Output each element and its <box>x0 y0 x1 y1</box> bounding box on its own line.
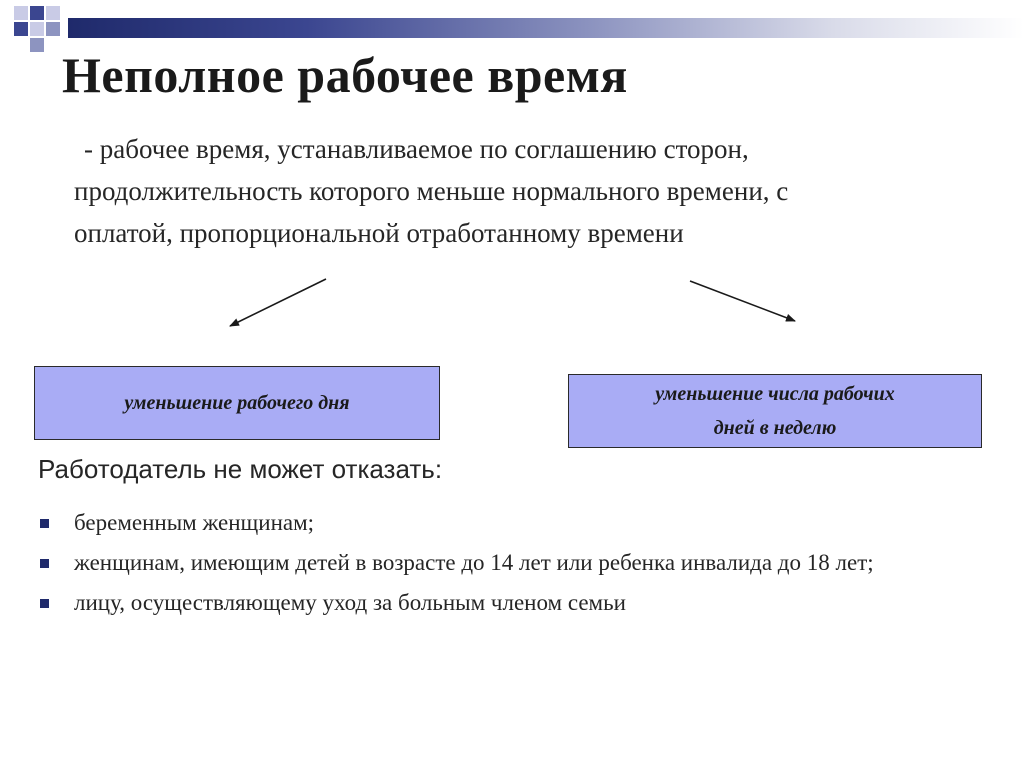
list-item-text: лицу, осуществляющему уход за больным членом семьи <box>74 590 626 615</box>
definition-line-2: продолжительность которого меньше нормального времени, с <box>74 176 789 206</box>
square-bullet-icon <box>40 599 49 608</box>
reduced-workdays-line-1: уменьшение числа рабочих <box>655 383 895 405</box>
definition-line-3: оплатой, пропорциональной отработанному времени <box>74 218 684 248</box>
reduced-workdays-line-2: дней в неделю <box>713 417 837 439</box>
list-item <box>38 546 998 580</box>
header-gradient-bar <box>68 18 1024 38</box>
reduced-workday-box <box>34 366 440 440</box>
arrow-left <box>230 279 326 326</box>
page-title: Неполное рабочее время <box>62 47 628 103</box>
square-bullet-icon <box>40 519 49 528</box>
list-item-text: беременным женщинам; <box>74 510 315 535</box>
list-item <box>38 586 998 620</box>
definition-line-1: - рабочее время, устанавливаемое по соглашению сторон, <box>84 134 749 164</box>
arrow-right <box>690 281 795 321</box>
reduced-workdays-box <box>568 374 982 448</box>
reduced-workday-label: уменьшение рабочего дня <box>124 392 350 414</box>
employer-heading: Работодатель не может отказать: <box>38 454 443 484</box>
list-item <box>38 506 998 540</box>
square-bullet-icon <box>40 559 49 568</box>
list-item-text: женщинам, имеющим детей в возрасте до 14 лет или ребенка инвалида до 18 лет; <box>74 550 874 575</box>
definition-text <box>74 128 1004 254</box>
bullet-list <box>38 506 998 626</box>
reduced-workdays-label <box>655 377 894 445</box>
